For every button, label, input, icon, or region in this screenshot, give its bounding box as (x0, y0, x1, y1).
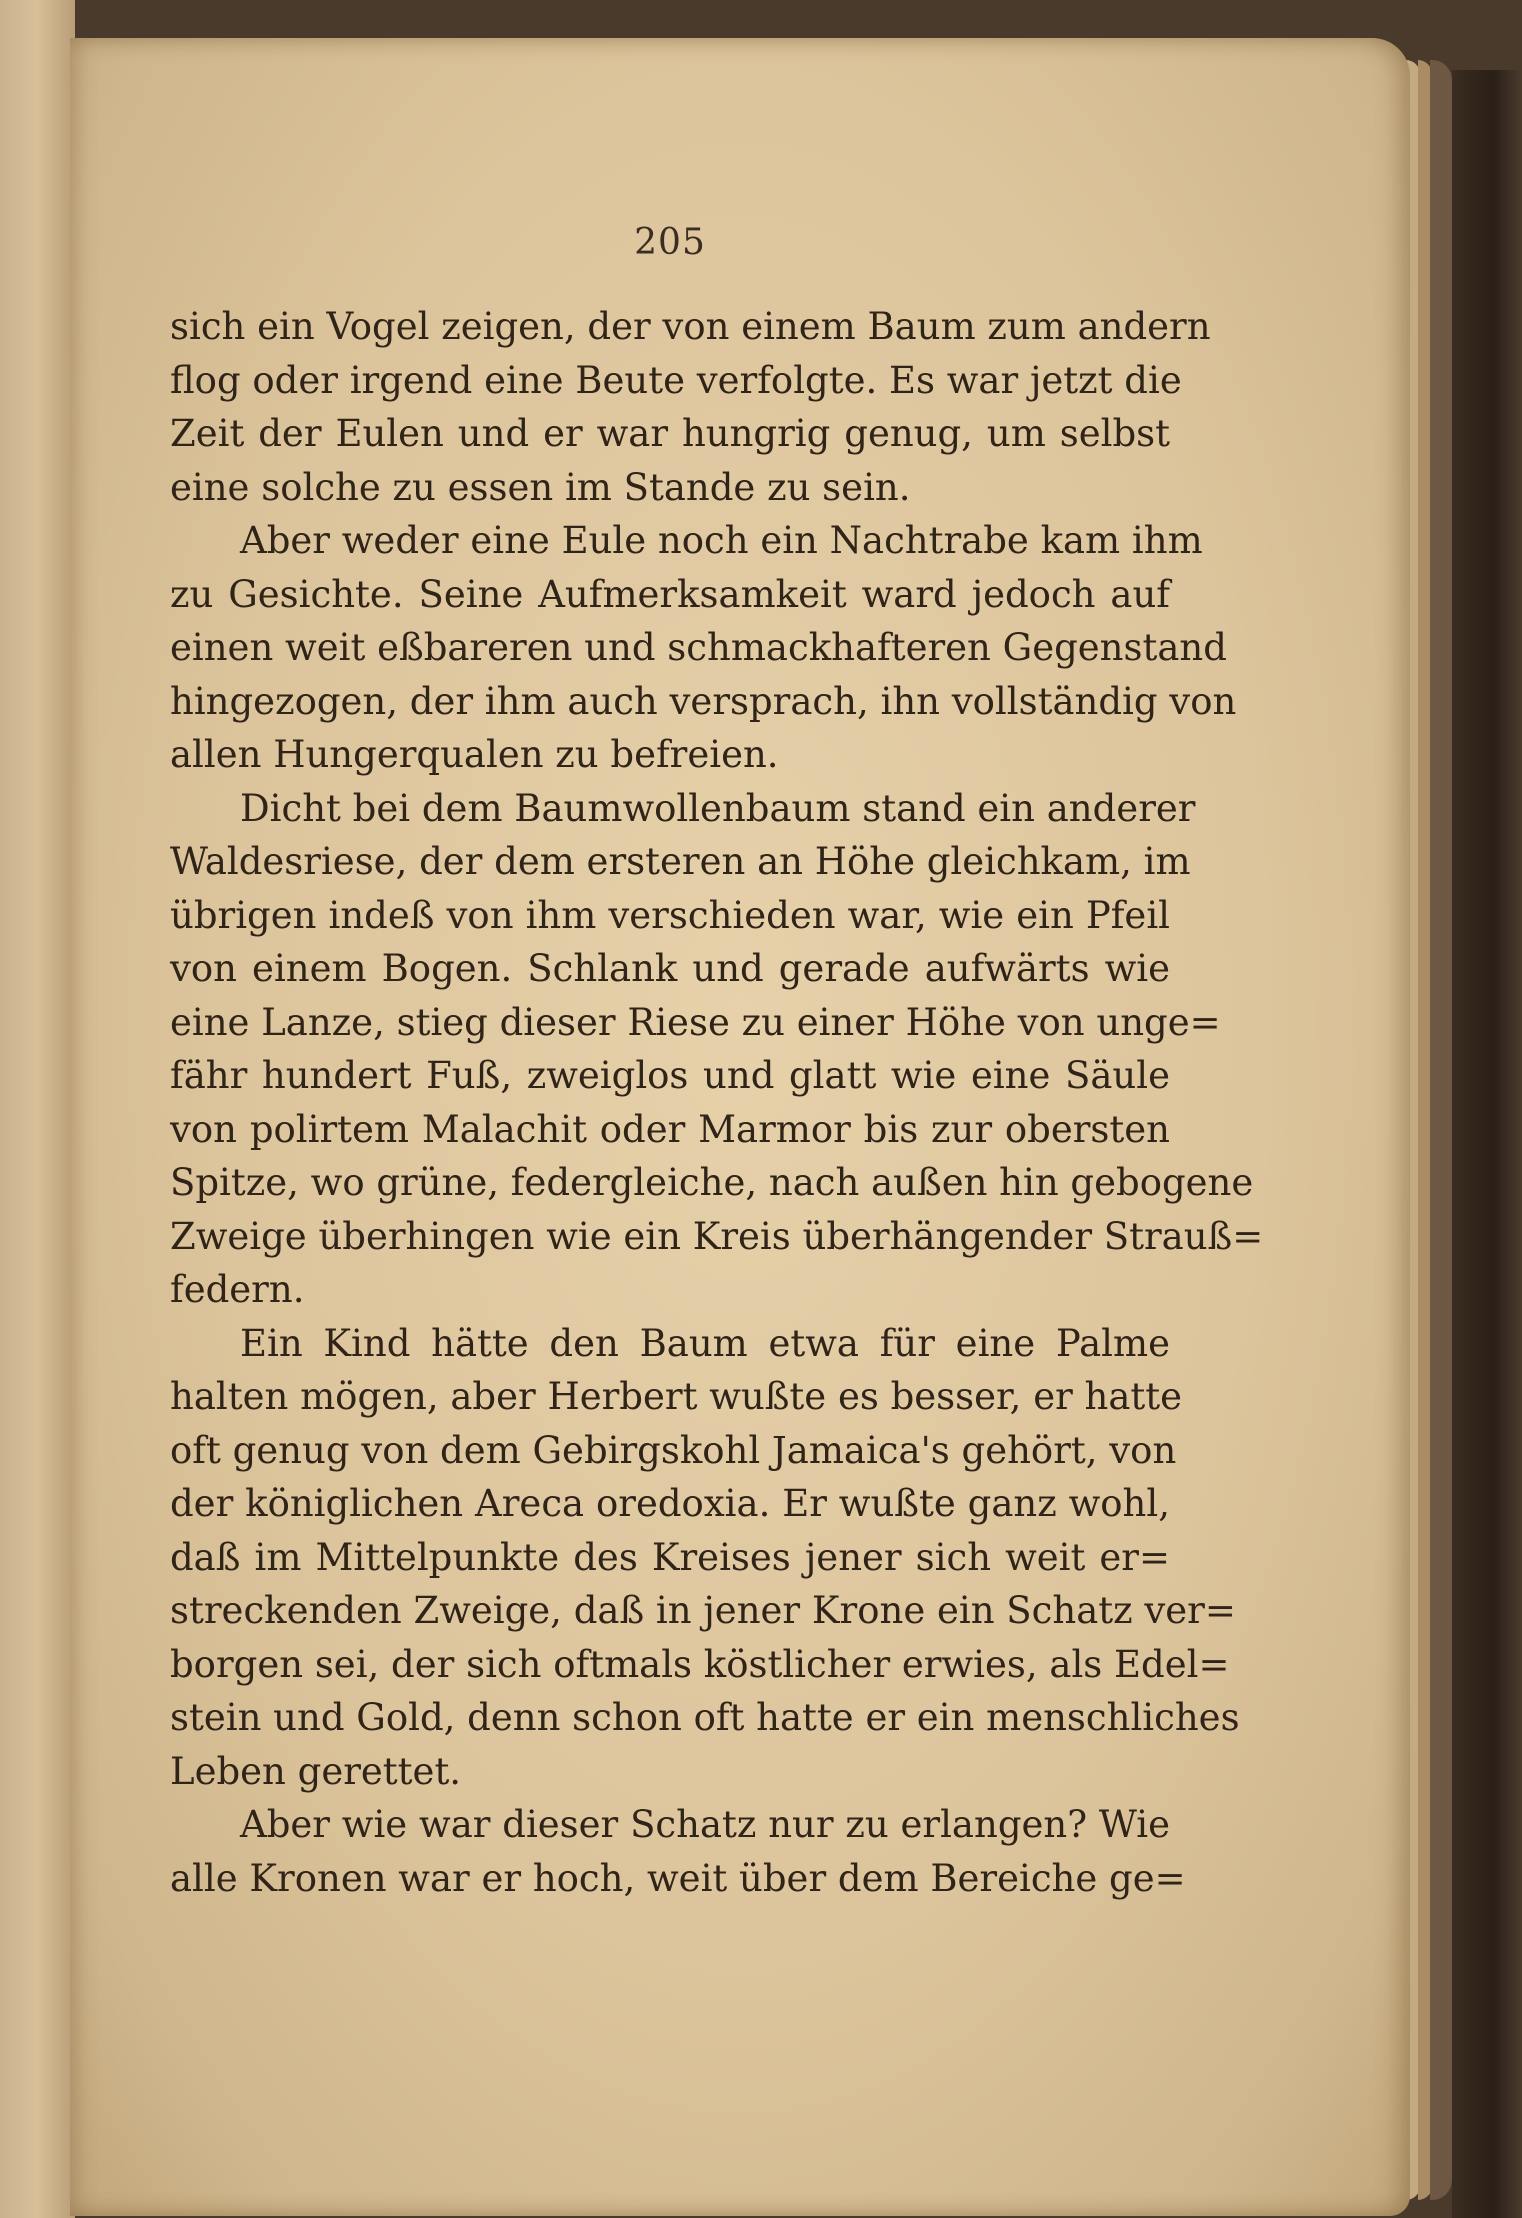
text-line: Zweige überhingen wie ein Kreis überhängender Strauß= (170, 1214, 1264, 1258)
text-line: federn. (170, 1268, 305, 1311)
text-line: allen Hungerqualen zu befreien. (170, 733, 779, 776)
text-line: Waldesriese, der dem ersteren an Höhe gleichkam, im (170, 840, 1191, 883)
book-cover-edge (1452, 70, 1522, 2218)
text-line: hingezogen, der ihm auch versprach, ihn vollständig von (170, 679, 1237, 723)
text-line: übrigen indeß von ihm verschieden war, wie ein Pfeil (170, 893, 1170, 937)
text-line: Spitze, wo grüne, federgleiche, nach außen hin gebogene (170, 1161, 1254, 1204)
text-line: daß im Mittelpunkte des Kreises jener sich weit er= (170, 1535, 1170, 1579)
text-line: Leben gerettet. (170, 1749, 462, 1793)
body-text (170, 300, 1264, 1905)
text-line: Zeit der Eulen und er war hungrig genug, um selbst (170, 412, 1170, 455)
text-line: stein und Gold, denn schon oft hatte er ein menschliches (170, 1696, 1240, 1739)
text-line: von einem Bogen. Schlank und gerade aufwärts wie (170, 947, 1170, 990)
text-line: eine solche zu essen im Stande zu sein. (170, 465, 911, 509)
page-stack-edge (1430, 60, 1452, 2200)
text-line: borgen sei, der sich oftmals köstlicher erwies, als Edel= (170, 1642, 1230, 1686)
text-line: sich ein Vogel zeigen, der von einem Baum zum andern (170, 305, 1211, 348)
text-line: alle Kronen war er hoch, weit über dem Bereiche ge= (170, 1856, 1186, 1900)
text-line: halten mögen, aber Herbert wußte es besser, er hatte (170, 1375, 1183, 1418)
text-line: einen weit eßbareren und schmackhafteren Gegenstand (170, 626, 1227, 669)
text-line: oft genug von dem Gebirgskohl Jamaica's gehört, von (170, 1428, 1177, 1472)
text-line: Ein Kind hätte den Baum etwa für eine Palme (240, 1321, 1170, 1365)
text-line: zu Gesichte. Seine Aufmerksamkeit ward jedoch auf (170, 572, 1170, 616)
text-line: fähr hundert Fuß, zweiglos und glatt wie eine Säule (170, 1054, 1170, 1097)
text-line: streckenden Zweige, daß in jener Krone ein Schatz ver= (170, 1589, 1236, 1632)
page-number: 205 (634, 222, 706, 263)
text-line: der königlichen Areca oredoxia. Er wußte ganz wohl, (170, 1482, 1170, 1525)
text-line: Dicht bei dem Baumwollenbaum stand ein anderer (240, 786, 1196, 830)
text-line: flog oder irgend eine Beute verfolgte. Es war jetzt die (170, 358, 1182, 402)
text-line: Aber weder eine Eule noch ein Nachtrabe kam ihm (240, 519, 1203, 562)
previous-page-edge (0, 0, 75, 2218)
text-line: von polirtem Malachit oder Marmor bis zur obersten (170, 1107, 1170, 1151)
text-line: eine Lanze, stieg dieser Riese zu einer Höhe von unge= (170, 1000, 1221, 1044)
text-line: Aber wie war dieser Schatz nur zu erlangen? Wie (240, 1803, 1170, 1846)
